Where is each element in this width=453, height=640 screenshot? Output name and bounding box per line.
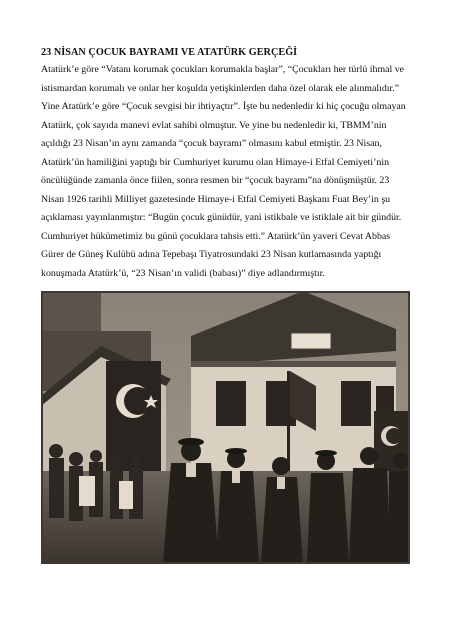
document-body — [41, 61, 416, 284]
body-line: Gürer de Güneş Kulübü adına Tepebaşı Tiyatrosundaki 23 Nisan kutlamasında yaptığı — [41, 249, 382, 261]
body-line: Cumhuriyet hükümetimiz bu günü çocuklara tahsis etti.” Atatürk’ün yaveri Cevat Abbas — [41, 230, 391, 242]
body-line: açıklaması yayınlanmıştır: “Bugün çocuk günüdür, yani istikbale ve istiklale ait bir gündür. — [41, 212, 402, 224]
body-line: Atatürk, çok sayıda manevi evlat sahibi olmuştur. Ve yine bu nedenledir ki, TBMM’nin — [41, 119, 387, 131]
historical-photo — [41, 291, 410, 564]
body-line: istismardan korumalı ve onlar her koşulda yetişkinlerden daha özel olarak ele alınmalıdır.” — [41, 82, 400, 94]
body-line: Atatürk’e göre “Vatanı korumak çocukları korumakla başlar”, “Çocukları her türlü ihmal ve — [41, 64, 405, 75]
body-line: konuşmada Atatürk’ü, “23 Nisan’ın validi (babası)” diye adlandırmıştır. — [41, 268, 325, 280]
body-line: Nisan 1926 tarihli Milliyet gazetesinde Himaye-i Etfal Cemiyeti Başkanı Fuat Bey’in şu — [41, 193, 391, 205]
body-line: öncülüğünde zamanla önce fiilen, sonra resmen bir “çocuk bayramı”na dönüşmüştür. 23 — [41, 175, 390, 187]
body-line: Yine Atatürk’e göre “Çocuk sevgisi bir ihtiyaçtır”. İşte bu nedenledir ki hiç çocuğu olmayan — [41, 101, 406, 113]
body-line: açıldığı 23 Nisan’ın aynı zamanda “çocuk bayramı” olmasını kabul etmiştir. 23 Nisan, — [41, 138, 382, 150]
body-line: Atatürk’ün hamiliğini yaptığı bir Cumhuriyet kurumu olan Himaye-i Etfal Cemiyeti’nin — [41, 156, 390, 168]
document-title: 23 NİSAN ÇOCUK BAYRAMI VE ATATÜRK GERÇEĞİ — [41, 47, 298, 58]
